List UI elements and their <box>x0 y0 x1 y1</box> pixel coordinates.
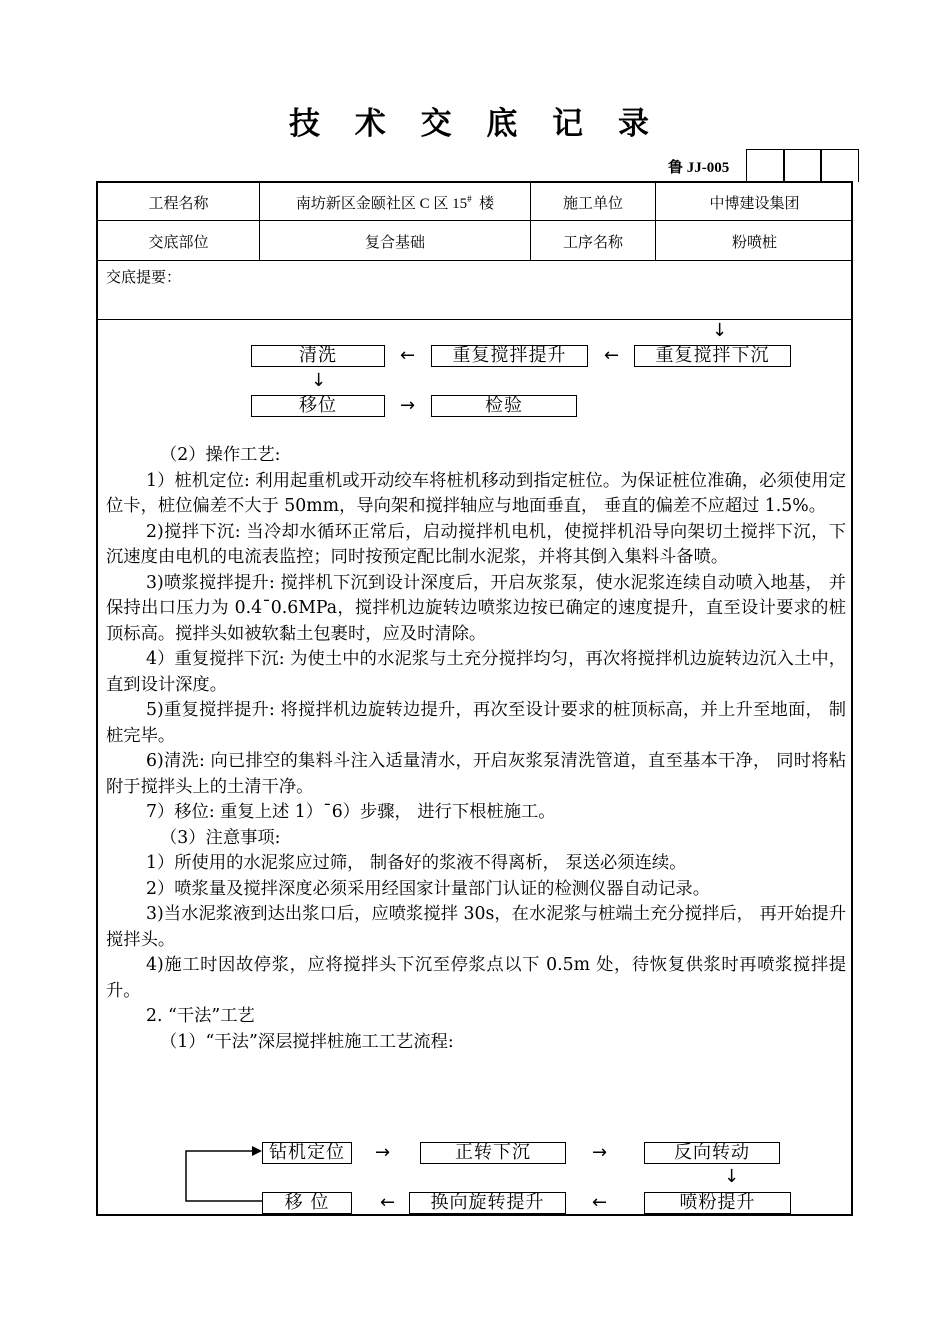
flow2-box-spray-lift: 喷粉提升 <box>644 1192 791 1214</box>
flow1-box-repeat-sink: 重复搅拌下沉 <box>634 345 791 367</box>
flow2-arrow-right-2: → <box>592 1142 608 1163</box>
paragraph: 5)重复搅拌提升: 将搅拌机边旋转边提升，再次至设计要求的桩顶标高，并上升至地面， 制桩完毕。 <box>106 700 846 746</box>
paragraph: 7）移位: 重复上述 1）¯6）步骤， 进行下根桩施工。 <box>146 802 556 822</box>
paragraph: （3）注意事项: <box>160 827 281 848</box>
flow2-box-reverse-lift: 换向旋转提升 <box>409 1192 566 1214</box>
paragraph: 1）所使用的水泥浆应过筛， 制备好的浆液不得离析， 泵送必须连续。 <box>146 853 687 873</box>
paragraph: 2）喷浆量及搅拌深度必须采用经国家计量部门认证的检测仪器自动记录。 <box>146 878 710 899</box>
flow2-arrow-right-1: → <box>375 1142 391 1163</box>
paragraph: 2. “干法”工艺 <box>146 1006 255 1026</box>
flow1-arrow-left-1: ← <box>400 345 416 366</box>
part-label: 交底部位 <box>148 235 209 251</box>
paragraph: 3)喷浆搅拌提升: 搅拌机下沉到设计深度后，开启灰浆泵，使水泥浆连续自动喷入地基， 并保持出口压力为 0.4¯0.6MPa，搅拌机边旋转边喷浆边按已确定的速度提升，直至设计要求的桩顶标高。搅拌头如被软黏土包裹时，应及时清除。 <box>106 572 846 644</box>
flow2-box-reverse-turn: 反向转动 <box>644 1142 780 1164</box>
paragraph: （1）“干法”深层搅拌桩施工工艺流程: <box>160 1031 454 1052</box>
flow2-loop-arrow <box>180 1142 264 1204</box>
construction-unit-value: 中博建设集团 <box>709 196 800 212</box>
paragraph: 2)搅拌下沉: 当冷却水循环正常后，启动搅拌机电机，使搅拌机沿导向架切土搅拌下沉，下沉速度由电机的电流表监控；同时按预定配比制水泥浆，并将其倒入集料斗备喷。 <box>106 521 846 567</box>
flow2-arrow-left-1: ← <box>380 1192 396 1213</box>
paragraph: 6)清洗: 向已排空的集料斗注入适量清水，开启灰浆泵清洗管道，直至基本干净， 同时将粘附于搅拌头上的土清干净。 <box>106 751 846 797</box>
form-code: 鲁 JJ-005 <box>668 160 730 176</box>
flow1-box-inspect: 检验 <box>431 395 577 417</box>
table-divider-1 <box>97 220 853 221</box>
flow2-box-forward-sink: 正转下沉 <box>420 1142 566 1164</box>
flow2-box-drill-position: 钻机定位 <box>262 1142 352 1164</box>
flow2-box-move: 移 位 <box>262 1192 352 1214</box>
flow1-arrow-left-2: ← <box>604 345 620 366</box>
project-name-value: 南坊新区金颐社区 C 区 15# 楼 <box>295 194 495 212</box>
code-box-1 <box>746 149 785 182</box>
flow2-arrow-left-2: ← <box>592 1192 608 1213</box>
part-value: 复合基础 <box>364 235 425 251</box>
paragraph: 1）桩机定位: 利用起重机或开动绞车将桩机移动到指定桩位。为保证桩位准确，必须使用定位卡，桩位偏差不大于 50mm，导向架和搅拌轴应与地面垂直， 垂直的偏差不应超过 1.5%。 <box>106 470 846 516</box>
process-label: 工序名称 <box>562 235 623 251</box>
page-title: 技 术 交 底 记 录 <box>289 106 661 142</box>
flow1-arrow-right: → <box>400 395 416 416</box>
table-divider-2 <box>97 260 853 261</box>
flow1-box-wash: 清洗 <box>251 345 385 367</box>
paragraph: 4)施工时因故停浆，应将搅拌头下沉至停浆点以下 0.5m 处，待恢复供浆时再喷浆搅拌提升。 <box>106 955 846 1001</box>
body-text <box>106 443 846 1055</box>
code-box-2 <box>783 149 822 182</box>
flow1-arrow-down: ↓ <box>311 370 327 391</box>
code-box-3 <box>820 149 859 182</box>
paragraph: 3)当水泥浆液到达出浆口后，应喷浆搅拌 30s，在水泥浆与桩端土充分搅拌后， 再开始提升搅拌头。 <box>106 904 846 950</box>
summary-label: 交底提要： <box>106 270 182 286</box>
paragraph: （2）操作工艺: <box>160 445 281 465</box>
process-value: 粉喷桩 <box>731 235 777 251</box>
paragraph: 4）重复搅拌下沉: 为使土中的水泥浆与土充分搅拌均匀，再次将搅拌机边旋转边沉入土中， 直到设计深度。 <box>106 649 846 695</box>
construction-unit-label: 施工单位 <box>562 196 623 212</box>
project-name-label: 工程名称 <box>148 196 209 212</box>
table-divider-3 <box>97 319 853 320</box>
flow1-box-move: 移位 <box>251 395 385 417</box>
flow1-box-repeat-lift: 重复搅拌提升 <box>431 345 588 367</box>
flow2-arrow-down: ↓ <box>724 1166 740 1187</box>
flow1-arrow-down-top: ↓ <box>712 320 728 341</box>
